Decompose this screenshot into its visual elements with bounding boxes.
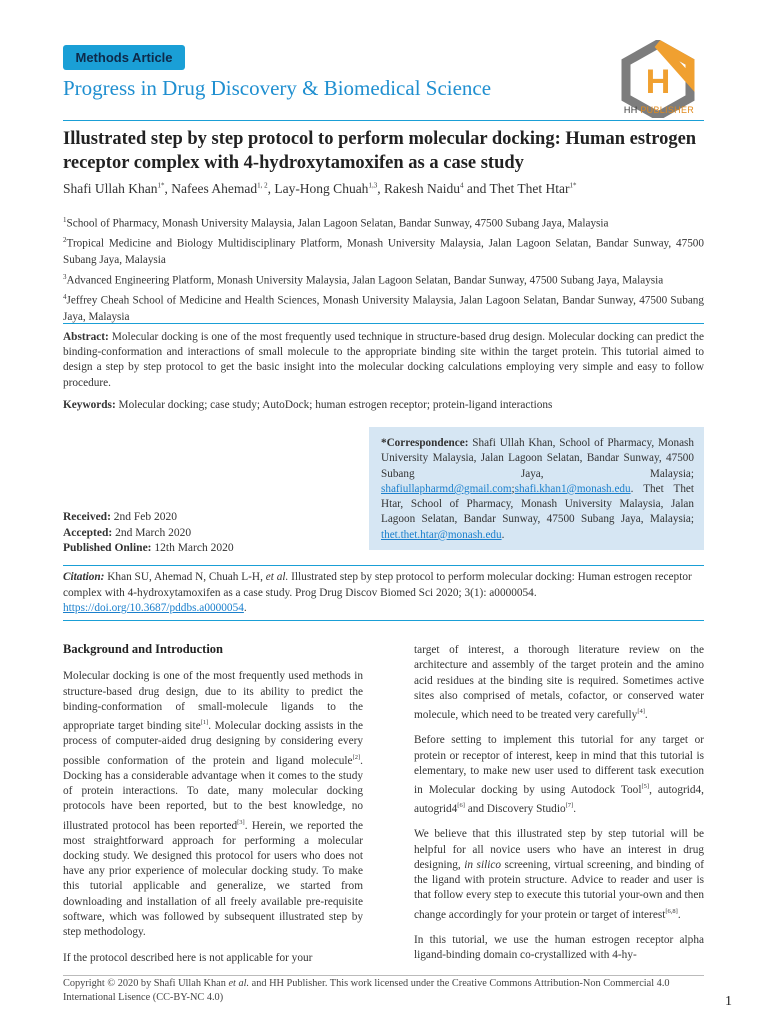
abstract-divider [63,323,704,324]
author-affiliation-marker: 4 [460,181,464,190]
paragraph: target of interest, a thorough literature review on the architecture and assembly of the target protein and the amino acid residues at the binding site is required. Sometimes active sites also comprised of metals, cofactor, or conserved water molecule, which need to be treated very carefully[4]. [414,644,704,721]
author-affiliation-marker: 1, 2 [257,181,268,190]
abstract-text: Molecular docking is one of the most frequently used technique in structure-based drug design. Molecular docking can predict the binding-conformation and interactions of small molecule to the appropriate binding site within the target protein. This tutorial aimed to design a step by step protocol to get the basic insight into the molecular docking calculations employing very simple and easy to follow procedure. [63,331,704,389]
abstract [63,330,704,391]
author-separator: , [377,181,384,196]
paragraph: We believe that this illustrated step by step tutorial will be helpful for all novice users who have an interest in drug designing, in silico screening, virtual screening, and binding of the ligand with protein structure. Advice to reader and user is that follow every step to execute this tutorial your-own and then change accordingly for your protein or target of interest[6,8]. [414,828,704,921]
journal-title: Progress in Drug Discovery & Biomedical Science [63,76,492,100]
correspondence-box: *Correspondence: Shafi Ullah Khan, School of Pharmacy, Monash University Malaysia, Jalan Lagoon Selatan, Bandar Sunway, 47500 Subang Jaya, Malaysia; shafiullapharmd@gmail.com;shafi.khan1@monash.edu. Thet Thet Htar, School of Pharmacy, Monash University Malaysia, Jalan Lagoon Selatan, Bandar Sunway, 47500 Subang Jaya, Malaysia; thet.thet.htar@monash.edu. [369,427,704,550]
publisher-name-hh: HH [623,105,638,115]
footer-divider [63,975,704,976]
author-name: Lay-Hong Chuah [274,181,369,196]
body-column-right [414,643,704,973]
published-date: Published Online: 12th March 2020 [63,542,234,554]
reference-citation[interactable]: [5] [641,783,650,791]
keywords-label: Keywords: [63,399,116,411]
doi-link[interactable]: https://doi.org/10.3687/pddbs.a0000054 [63,602,244,614]
affiliation-3: $^3$Advanced Engineering Platform, Monash University Malaysia, Jalan Lagoon Selatan, Bandar Sunway, 47500 Subang Jaya, Malaysia [63,272,664,287]
affiliation-2: $^2$Tropical Medicine and Biology Multidisciplinary Platform, Monash University Malaysia, Jalan Lagoon Selatan, Bandar Sunway, 47500 Subang Jaya, Malaysia [63,236,704,267]
received-date: Received: 2nd Feb 2020 [63,511,178,523]
reference-citation[interactable]: [3] [237,818,245,826]
paragraph: Before setting to implement this tutorial for any target or protein or receptor of interest, keep in mind that this tutorial is elementary, to make new user used to different task execution in Molecular docking by using Autodock Tool[5], autogrid4, autogrid4[6] and Discovery Studio[7]. [414,734,704,815]
publisher-name-publisher: PUBLISHER [640,105,695,115]
body-column-left [63,642,363,976]
abstract-label: Abstract: [63,331,109,343]
logo-letter: H [645,63,671,101]
citation: Citation: Khan SU, Ahemad N, Chuah L-H, et al. Illustrated step by step protocol to perform molecular docking: Human estrogen receptor complex with 4-hydroxytamoxifen as a case study. Prog Drug Discov Biomed Sci 2020; 3(1): a0000054. https://doi.org/10.3687/pddbs.a0000054. [63,571,692,614]
email-link-2[interactable]: shafi.khan1@monash.edu [514,482,631,495]
publisher-name [614,105,704,115]
citation-divider-bottom [63,620,704,621]
accepted-date: Accepted: 2nd March 2020 [63,526,192,539]
affiliation-1: $^1$School of Pharmacy, Monash University Malaysia, Jalan Lagoon Selatan, Bandar Sunway, 47500 Subang Jaya, Malaysia [63,216,609,230]
affiliation-4: $^4$Jeffrey Cheah School of Medicine and Health Sciences, Monash University Malaysia, Jalan Lagoon Selatan, Bandar Sunway, 47500 Subang Jaya, Malaysia [63,293,704,324]
author-affiliation-marker: 1,3 [368,181,378,190]
email-link-1[interactable]: shafiullapharmd@gmail.com [381,482,512,495]
reference-citation[interactable]: [4] [637,708,645,716]
article-title: Illustrated step by step protocol to perform molecular docking: Human estrogen receptor complex with 4-hydroxytamoxifen as a case study [63,129,697,173]
author-list [63,181,704,197]
author-affiliation-marker: 1* [569,181,577,190]
keywords [63,399,704,411]
author-name: Shafi Ullah Khan [63,181,158,196]
author-name: Rakesh Naidu [383,181,461,196]
header-divider [63,120,704,121]
reference-citation[interactable]: [2] [352,753,361,761]
page-number: 1 [725,994,732,1009]
reference-citation[interactable]: [6] [457,802,465,810]
copyright-icon: © [107,978,116,989]
paragraph: If the protocol described here is not applicable for your [63,951,313,964]
author-separator: , [164,181,172,196]
copyright-notice: Copyright © 2020 by Shafi Ullah Khan et al. and HH Publisher. This work licensed under the Creative Commons Attribution-Non Commercial 4.0 International Lisence (CC-BY-NC 4.0) [63,978,670,1003]
author-name: Thet Thet Htar [489,181,570,196]
author-affiliation-marker: 1* [157,181,165,190]
author-separator: , [267,181,275,196]
keywords-text: Molecular docking; case study; AutoDock; human estrogen receptor; protein-ligand interactions [118,399,553,411]
reference-citation[interactable]: [1] [200,719,209,727]
author-name: Nafees Ahemad [171,181,258,196]
section-heading: Background and Introduction [63,642,224,656]
affiliations [63,212,704,326]
author-separator: and [463,181,490,196]
correspondence-label: *Correspondence: [381,437,469,449]
citation-label: Citation: [63,571,105,583]
paragraph: Molecular docking is one of the most frequently used methods in structure-based drug design, due to its ability to predict the binding-conformation of small-molecule ligands to the appropriate target binding site[1]. Molecular docking assists in the process of computer-aided drug designing by considering every possible conformation of the protein and ligand molecule[2]. Docking has a considerable advantage when it comes to the study of protein interactions. To date, many molecular docking protocols have been reported, but to the best knowledge, no illustrated protocol has been reported[3]. Herein, we reported the most straightforward approach for performing a molecular docking study. We designed this protocol for users who does not have any prior experience of molecular docking study. To make this tutorial applicable and generalize, we started from downloading and installation of all freely available pre-requisite software, which was followed by subsequent illustrated step by step methodology. [63,670,363,939]
article-dates [63,510,234,557]
paragraph: In this tutorial, we use the human estrogen receptor alpha ligand-binding domain co-crystallized with 4-hy- [414,933,704,962]
citation-divider-top [63,565,704,566]
reference-citation[interactable]: [6,8] [665,907,678,915]
email-link-3[interactable]: thet.thet.htar@monash.edu [381,528,502,541]
reference-citation[interactable]: [7] [565,802,574,810]
article-type-badge: Methods Article [63,45,185,70]
